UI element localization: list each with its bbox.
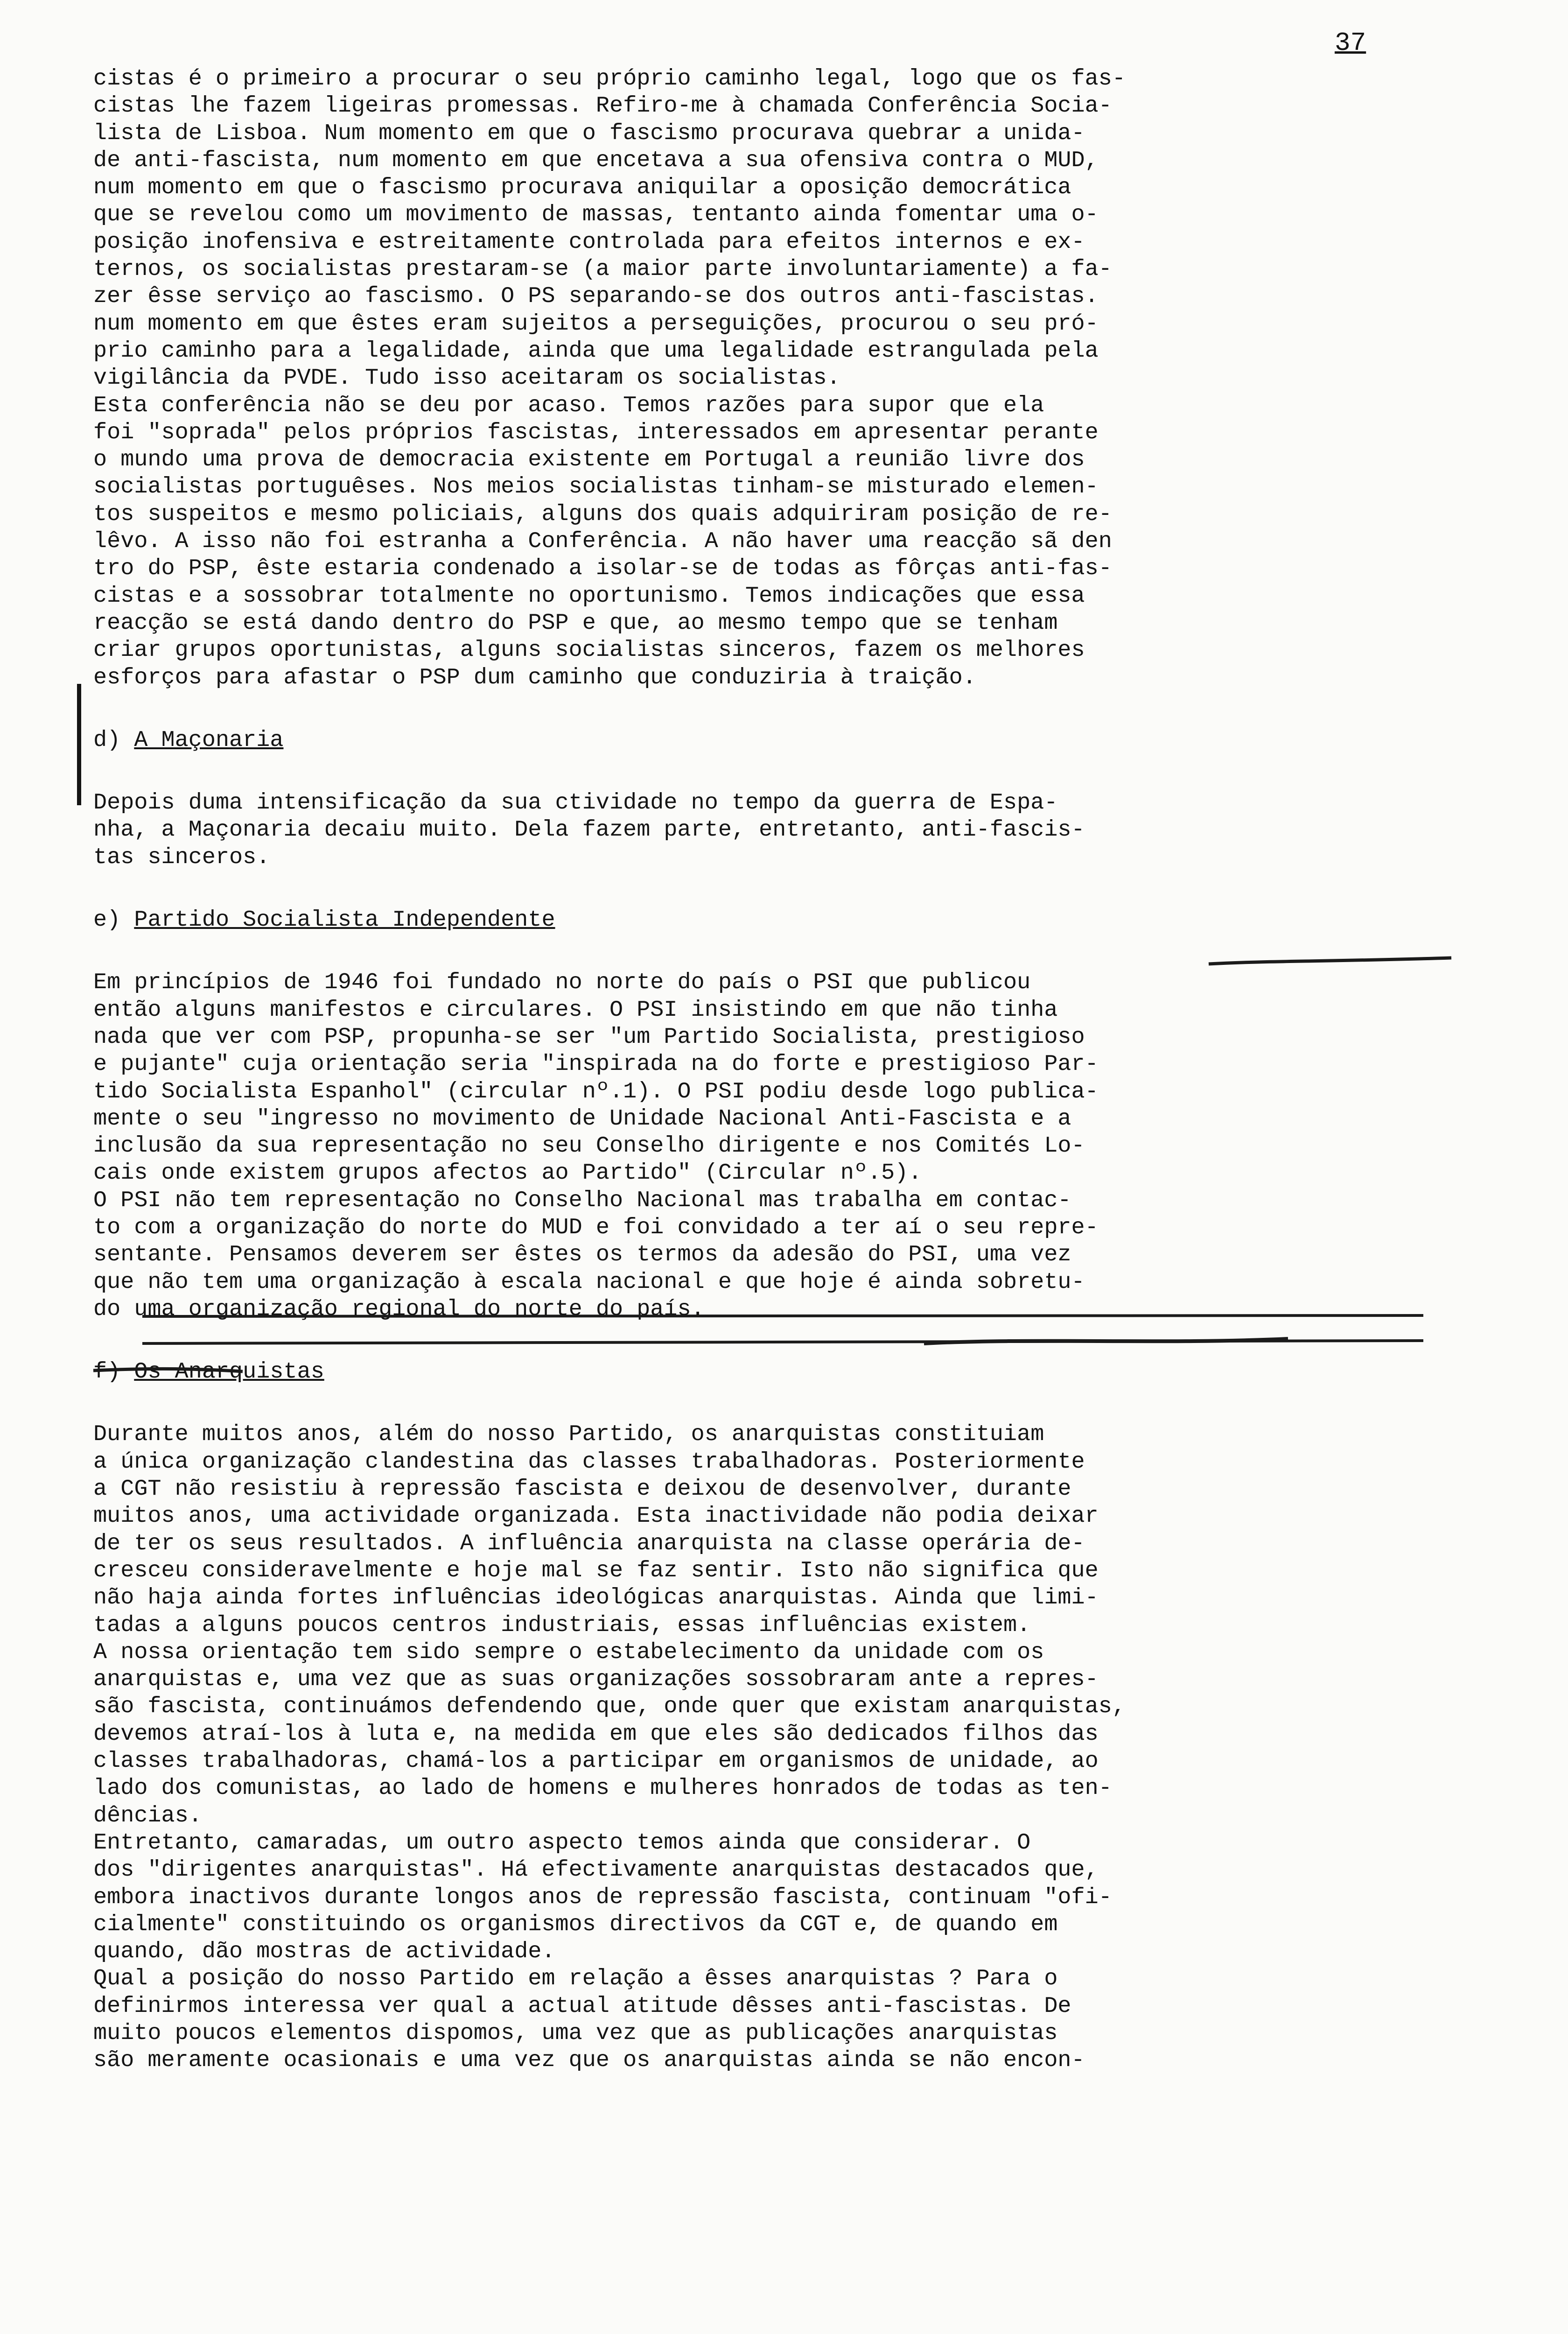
text-line: que não tem uma organização à escala nacional e que hoje é ainda sobretu- — [93, 1269, 1085, 1295]
text-line: então alguns manifestos e circulares. O PSI insistindo em que não tinha — [93, 997, 1058, 1023]
text-line: posição inofensiva e estreitamente controlada para efeitos internos e ex- — [93, 229, 1085, 255]
section-heading-psi — [93, 907, 1498, 934]
text-line: muitos anos, uma actividade organizada. Esta inactividade não podia deixar — [93, 1503, 1099, 1529]
heading-prefix: d) — [93, 727, 134, 753]
section-heading-maconaria — [93, 727, 1498, 754]
text-line: muito poucos elementos dispomos, uma vez que as publicações anarquistas — [93, 2020, 1058, 2046]
text-line: tadas a alguns poucos centros industriais, essas influências existem. — [93, 1612, 1031, 1638]
text-line: definirmos interessa ver qual a actual atitude dêsses anti-fascistas. De — [93, 1993, 1071, 2019]
paragraph-maconaria — [93, 789, 1498, 871]
heading-title: Partido Socialista Independente — [134, 907, 555, 933]
margin-mark — [77, 684, 81, 805]
text-line: zer êsse serviço ao fascismo. O PS separando-se dos outros anti-fascistas. — [93, 283, 1099, 309]
text-line: nha, a Maçonaria decaiu muito. Dela fazem parte, entretanto, anti-fascis- — [93, 817, 1085, 843]
paragraph-socialist-conference — [93, 65, 1498, 691]
text-line: que se revelou como um movimento de massas, tentanto ainda fomentar uma o- — [93, 202, 1099, 228]
text-line: A nossa orientação tem sido sempre o estabelecimento da unidade com os — [93, 1639, 1044, 1665]
text-line: nada que ver com PSP, propunha-se ser "um Partido Socialista, prestigioso — [93, 1024, 1085, 1050]
text-line: do uma organização regional do norte do país. — [93, 1296, 705, 1322]
text-line: embora inactivos durante longos anos de repressão fascista, continuam "ofi- — [93, 1884, 1112, 1910]
text-line: de anti-fascista, num momento em que encetava a sua ofensiva contra o MUD, — [93, 147, 1099, 173]
text-line: num momento em que o fascismo procurava aniquilar a oposição democrática — [93, 175, 1071, 201]
text-line: prio caminho para a legalidade, ainda que uma legalidade estrangulada pela — [93, 337, 1099, 364]
text-line: Esta conferência não se deu por acaso. Temos razões para supor que ela — [93, 392, 1044, 418]
text-line: ternos, os socialistas prestaram-se (a maior parte involuntariamente) a fa- — [93, 256, 1112, 282]
text-line: num momento em que êstes eram sujeitos a perseguições, procurou o seu pró- — [93, 310, 1099, 337]
text-line: lista de Lisboa. Num momento em que o fascismo procurava quebrar a unida- — [93, 120, 1085, 146]
text-line: socialistas portuguêses. Nos meios socialistas tinham-se misturado elemen- — [93, 474, 1099, 500]
text-line: a CGT não resistiu à repressão fascista e deixou de desenvolver, durante — [93, 1476, 1071, 1502]
heading-prefix: f) — [93, 1359, 134, 1385]
text-line: cistas e a sossobrar totalmente no oportunismo. Temos indicações que essa — [93, 583, 1085, 609]
text-line: classes trabalhadoras, chamá-los a participar em organismos de unidade, ao — [93, 1748, 1099, 1774]
text-line: não haja ainda fortes influências ideológicas anarquistas. Ainda que limi- — [93, 1585, 1099, 1611]
text-line: tro do PSP, êste estaria condenado a isolar-se de todas as fôrças anti-fas- — [93, 555, 1112, 582]
text-line: lêvo. A isso não foi estranha a Conferência. A não haver uma reacção sã den — [93, 528, 1112, 555]
heading-title: A Maçonaria — [134, 727, 284, 753]
text-line: são meramente ocasionais e uma vez que os anarquistas ainda se não encon- — [93, 2047, 1085, 2074]
document-body — [93, 65, 1498, 2074]
text-line: esforços para afastar o PSP dum caminho que conduziria à traição. — [93, 664, 976, 690]
text-line: cistas lhe fazem ligeiras promessas. Refiro-me à chamada Conferência Socia- — [93, 93, 1112, 119]
text-line: tas sinceros. — [93, 844, 270, 870]
text-line: to com a organização do norte do MUD e foi convidado a ter aí o seu repre- — [93, 1214, 1099, 1240]
text-line: devemos atraí-los à luta e, na medida em que eles são dedicados filhos das — [93, 1721, 1099, 1747]
text-line: Depois duma intensificação da sua ctividade no tempo da guerra de Espa- — [93, 790, 1058, 816]
text-line: vigilância da PVDE. Tudo isso aceitaram os socialistas. — [93, 365, 840, 391]
section-heading-anarquistas — [93, 1358, 1498, 1385]
text-line: Durante muitos anos, além do nosso Partido, os anarquistas constituiam — [93, 1421, 1044, 1448]
text-line: tido Socialista Espanhol" (circular nº.1). O PSI podiu desde logo publica- — [93, 1078, 1099, 1104]
paragraph-anarquistas — [93, 1421, 1498, 2074]
text-line: quando, dão mostras de actividade. — [93, 1939, 555, 1965]
text-line: dências. — [93, 1802, 202, 1828]
paragraph-psi — [93, 969, 1498, 1323]
text-line: inclusão da sua representação no seu Conselho dirigente e nos Comités Lo- — [93, 1133, 1085, 1159]
text-line: cialmente" constituindo os organismos directivos da CGT e, de quando em — [93, 1911, 1058, 1937]
text-line: O PSI não tem representação no Conselho Nacional mas trabalha em contac- — [93, 1187, 1071, 1213]
text-line: Em princípios de 1946 foi fundado no norte do país o PSI que publicou — [93, 970, 1031, 996]
text-line: Qual a posição do nosso Partido em relação a êsses anarquistas ? Para o — [93, 1966, 1058, 1992]
heading-title: Os Anarquistas — [134, 1359, 324, 1385]
text-line: o mundo uma prova de democracia existente em Portugal a reunião livre dos — [93, 447, 1085, 473]
text-line: reacção se está dando dentro do PSP e que, ao mesmo tempo que se tenham — [93, 610, 1058, 636]
text-line: cistas é o primeiro a procurar o seu próprio caminho legal, logo que os fas- — [93, 66, 1126, 91]
text-line: são fascista, continuámos defendendo que, onde quer que existam anarquistas, — [93, 1694, 1126, 1720]
text-line: e pujante" cuja orientação seria "inspirada na do forte e prestigioso Par- — [93, 1051, 1099, 1077]
text-line: cais onde existem grupos afectos ao Partido" (Circular nº.5). — [93, 1160, 922, 1186]
text-line: mente o seu "ingresso no movimento de Unidade Nacional Anti-Fascista e a — [93, 1105, 1071, 1132]
text-line: Entretanto, camaradas, um outro aspecto temos ainda que considerar. O — [93, 1829, 1031, 1856]
text-line: tos suspeitos e mesmo policiais, alguns dos quais adquiriram posição de re- — [93, 501, 1112, 527]
text-line: criar grupos oportunistas, alguns socialistas sinceros, fazem os melhores — [93, 637, 1085, 663]
text-line: dos "dirigentes anarquistas". Há efectivamente anarquistas destacados que, — [93, 1857, 1099, 1883]
heading-prefix: e) — [93, 907, 134, 933]
text-line: sentante. Pensamos deverem ser êstes os termos da adesão do PSI, uma vez — [93, 1242, 1071, 1268]
text-line: lado dos comunistas, ao lado de homens e mulheres honrados de todas as ten- — [93, 1775, 1112, 1801]
text-line: a única organização clandestina das classes trabalhadoras. Posteriormente — [93, 1448, 1085, 1475]
text-line: cresceu consideravelmente e hoje mal se faz sentir. Isto não significa que — [93, 1557, 1099, 1583]
text-line: foi "soprada" pelos próprios fascistas, interessados em apresentar perante — [93, 419, 1099, 445]
page-number: 37 — [1335, 28, 1366, 58]
text-line: anarquistas e, uma vez que as suas organizações sossobraram ante a repres- — [93, 1666, 1099, 1693]
text-line: de ter os seus resultados. A influência anarquista na classe operária de- — [93, 1530, 1085, 1556]
